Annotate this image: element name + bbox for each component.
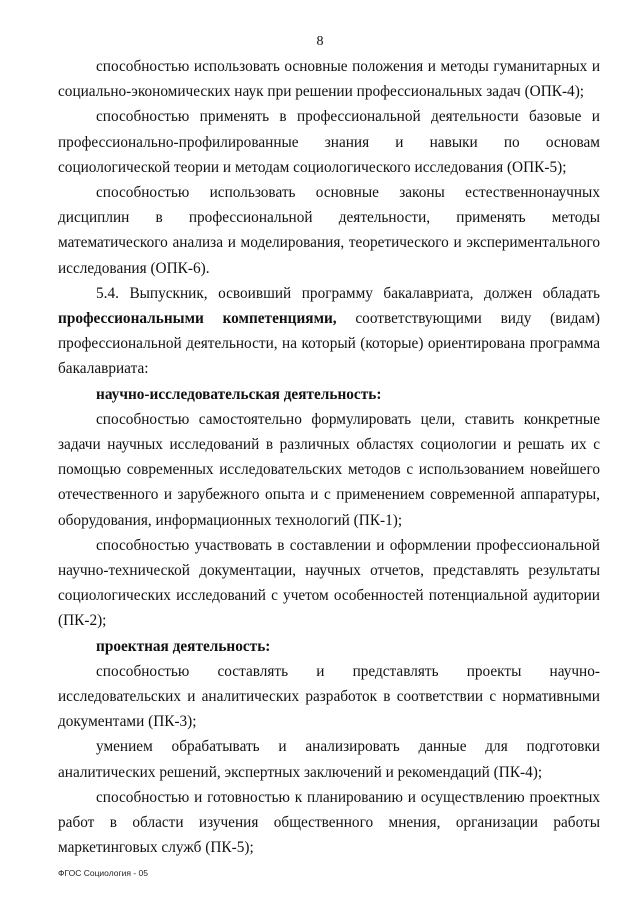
page-number: 8: [316, 34, 324, 49]
paragraph-opk-5: способностью применять в профессиональной деятельности базовые и профессионально-профилированные знания и навыки по основам социологической теории и методам социологического исследования (ОПК-5);: [58, 108, 600, 176]
footer-standard-code: ФГОС Социология - 05: [58, 868, 148, 878]
paragraph-opk-4: способностью использовать основные положения и методы гуманитарных и социально-экономических наук при решении профессиональных задач (ОПК-4);: [58, 58, 600, 101]
paragraph-pk-3: способностью составлять и представлять проекты научно-исследовательских и аналитических разработок в соответствии с нормативными документами (ПК-3);: [58, 662, 600, 731]
paragraph-pk-4: умением обрабатывать и анализировать данные для подготовки аналитических решений, экспертных заключений и рекомендаций (ПК-4);: [58, 738, 600, 781]
paragraph-5-4-end: соответствующими виду (видам) профессиональной деятельности, на который (которые) ориентирована программа бакалавриата:: [58, 310, 600, 378]
paragraph-pk-1: способностью самостоятельно формулировать цели, ставить конкретные задачи научных исследований в различных областях социологии и решать их с помощью современных исследовательских методов с использованием новейшего отечественного и зарубежного опыта и с применением современной аппаратуры, оборудования, информационных технологий (ПК-1);: [58, 410, 600, 529]
paragraph-opk-6: способностью использовать основные законы естественнонаучных дисциплин в профессиональной деятельности, применять методы математического анализа и моделирования, теоретического и экспериментального исследования (ОПК-6).: [58, 184, 600, 277]
professional-competencies-term: профессиональными компетенциями,: [58, 310, 337, 328]
heading-project-activity: проектная деятельность:: [96, 637, 271, 655]
paragraph-5-4-start: 5.4. Выпускник, освоивший программу бакалавриата, должен обладать: [96, 284, 600, 302]
paragraph-pk-2: способностью участвовать в составлении и оформлении профессиональной научно-технической документации, научных отчетов, представлять результаты социологических исследований с учетом особенностей потенциальной аудитории (ПК-2);: [58, 536, 600, 630]
heading-research-activity: научно-исследовательская деятельность:: [96, 385, 382, 403]
paragraph-5-4: [58, 281, 600, 382]
document-body: [58, 54, 600, 861]
paragraph-pk-5: способностью и готовностью к планированию и осуществлению проектных работ в области изучения общественного мнения, организации работы маркетинговых служб (ПК-5);: [58, 788, 600, 857]
